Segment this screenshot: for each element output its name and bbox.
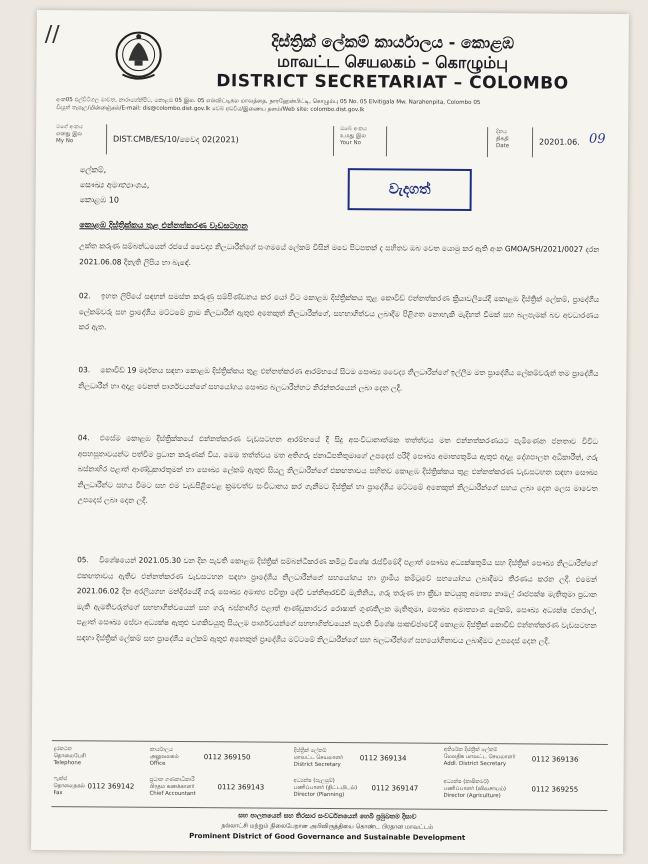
footer-phone: 0112 369134 xyxy=(359,754,407,763)
letter-page xyxy=(31,10,629,854)
recipient-line: ලේකම්, xyxy=(79,165,107,175)
date-label: දිනය திகதி Date xyxy=(495,129,510,150)
recipient-line: සෞඛ්‍ය අමාත්‍යාංශය, xyxy=(79,180,150,190)
paragraph-text: උක්ත කරුණ සම්බන්ධයෙන් රජයේ වෛද්‍ය නිලධාරීන්ගේ සංගමයේ ලේකම් විසින් මවෙ පිටපතක් ද සහිතව ඔබ වෙත යොමු කර ඇති අංක GMOA/SH/2021/0027 දරන 2021.06.08 දිනැති ලිපිය හා බැඳේ. xyxy=(79,241,600,267)
paragraph-text: කොවිඩ් 19 මර්දනය සඳහා කොළඹ දිස්ත්‍රික්කය තුළ එන්නත්කරණ ආරම්භයේ සිටම සෞඛ්‍ය වෛද්‍ය නිලධාරීන්ගේ ඉල්ලීම මත ප්‍රාදේශීය ලේකම්වරුන් තම ප්‍රාදේශීය නිලධාරීන් හා අදාළ වෙනත් පාර්ශවයන්ගේ සහයෝගය සෞඛ්‍ය බලධාරීන්හට නිරන්තරයෙන් ලබා දෙන ලදී. xyxy=(78,365,599,393)
paragraph-04 xyxy=(77,430,598,511)
my-no-label: මගේ අංකය எனது இல My No xyxy=(56,124,83,145)
title-sinhala: දිස්ත්‍රික් ලේකම් කාර්යාලය - කොළඹ xyxy=(271,31,515,53)
date-value: 20201.06. xyxy=(538,137,580,147)
footer-label: අතිරේක දිස්ත්‍රික් ලේකම් மேலதிக மாவட்ட செயலாளர் Addl. District Secretary xyxy=(443,746,516,768)
footer-phone: 0112 369143 xyxy=(217,783,265,792)
letterhead-title xyxy=(192,31,592,95)
footer-phone: 0112 369147 xyxy=(371,784,419,793)
your-no-label: ඔබේ අංකය உமது இல Your No xyxy=(339,126,367,147)
date-box xyxy=(532,127,615,158)
recipient-block xyxy=(80,162,150,207)
paragraph-03 xyxy=(78,362,598,397)
title-english: DISTRICT SECRETARIAT – COLOMBO xyxy=(216,71,569,94)
footer-phone: 0112 369255 xyxy=(531,785,579,794)
my-no-box xyxy=(106,124,334,156)
subject-heading: කොළඹ දිස්ත්‍රික්කය තුළ එන්නත්කරණ වැඩසටහන xyxy=(79,220,248,231)
slogan-sinhala: සහ පාලනයෙන් සහ තිරසාර සංවර්ධනයෙන් හෙබි ප්‍රමුඛතම දිසාව xyxy=(238,811,417,821)
footer-phone: 0112 369150 xyxy=(203,753,251,762)
footer-label: කාර්යාලය அலுவலகம் Office xyxy=(149,746,179,767)
footer-fax: 0112 369142 xyxy=(87,782,135,791)
footer-phone: 0112 369136 xyxy=(531,755,579,764)
sri-lanka-emblem-icon xyxy=(112,28,164,86)
footer-label: අධ්‍යක්ෂ (කෘෂිකර්ම) பணிப்பாளர் (விவசாயம்) Director (Agriculture) xyxy=(443,778,507,800)
my-no-value: DIST.CMB/ES/10/වෛද 02(2021) xyxy=(113,134,239,145)
paragraph-number: 03. xyxy=(78,365,91,375)
page-mark: // xyxy=(44,21,60,48)
contact-line: විද්‍යුත් තැපෑල/மின்னஞ்சல்/E-mail: dis@colombo.dist.gov.lk වෙබ් අඩවිය/இணைய தளம்/Web site: colombo.dist.gov.lk xyxy=(56,105,365,114)
paragraph-02 xyxy=(79,288,599,338)
footer-label: ෆැක්ස් தொலைநகல் Fax xyxy=(53,776,86,797)
paragraph-number: 04. xyxy=(77,433,90,443)
slogan-english: Prominent District of Good Governance and Sustainable Development xyxy=(189,832,466,842)
recipient-line: කොළඹ 10 xyxy=(79,195,119,205)
paragraph-number: 02. xyxy=(78,291,91,301)
title-tamil: மாவட்ட செயலகம் – கொழும்பு xyxy=(276,51,509,73)
paragraph-text: ඉහත ලිපියේ සඳහන් සමස්ත කරුණු සම්පිණ්ඩනය කර යෝ විට කොළඹ දිස්ත්‍රික්කය තුළ කොවිඩ් එන්නත්කරණ ක්‍රියාවලියේදී කොළඹ දිස්ත්‍රික් ලේකම්, ප්‍රාදේශීය ලේකම්වරු සහ ප්‍රාදේශීය මට්ටමේ ග්‍රාම නිලධාරීන් ඇතුළු අනෙකුත් නිලධාරීන්ගේ, සහභාගිත්වය ලබාදීම පිළිගත නොහැකි මැදිහත් වීමක් සහ බලපෑමක් බව අවධාරණය කර ඇත. xyxy=(78,291,599,332)
paragraph-05 xyxy=(77,552,598,649)
reference-row xyxy=(56,124,616,150)
footer-label: අධ්‍යක්ෂ (සැලසුම්) பணிப்பாளர் (திட்டமிடல்) Director (Planning) xyxy=(293,777,358,799)
paragraph-text: විශේෂයෙන් 2021.05.30 වන දින පැවති කොළඹ දිස්ත්‍රික් සම්බන්ධීකරණ කමිටු විශේෂ රැස්වීමේදී පළාත් සෞඛ්‍ය අධ්‍යක්ෂතුමිය සහ දිස්ත්‍රික් සෞඛ්‍ය නිලධාරීන්ගේ එකඟතාවය ඇතිව එන්නත්කරණ වැඩසටහන සඳහා ප්‍රාදේශීය නිලධාරීන්ගේ සහයෝගය හා ග්‍රාමීය කමිටුවේ සහයෝගය ලබාදීමට තීරණය කරන ලදී. එමෙන් 2021.06.02 දින අරලියගහ මන්දිරයේදී ගරු සෞඛ්‍ය අමාත්‍ය පවිත්‍රා දේවි වන්නිආරච්චි මැතිනිය, ගරු තරුණ හා ක්‍රීඩා කටයුතු අමාත්‍ය නාමල් රාජපක්ෂ මැතිතුමා ප්‍රධාන මැති ඇමතිවරුන්ගේ සහභාගිත්වයෙන් සහ ගරු බස්නාහිර පළාත් ආණ්ඩුකාරවර රොෂාන් ගුණතිලක මැතිතුමා, සෞඛ්‍ය අමාත්‍යාංශ ලේකම්, සෞඛ්‍ය අධ්‍යක්ෂ ජනරාල්, පළාත් සෞඛ්‍ය සේවා අධ්‍යක්ෂ ඇතුළු වගකිවයුතු සියලම පාර්ශවයන්ගේ සහභාගිත්වයෙන් පැවති විශේෂ සාකච්ඡාවේදී කොළඹ දිස්ත්‍රික් කොවිඩ් එන්නත්කරණ වැඩසටහන සඳහා දිස්ත්‍රික් ලේකම් සහ ප්‍රාදේශීය ලේකම් ඇතුළු අනෙකුත් ප්‍රාදේශීය මට්ටමේ නිලධාරීන්ගේ සහ බලධාරීන්ගේ සහයෝගිතාවය ලබාදීමට උපදෙස් දෙන ලදී. xyxy=(76,555,598,646)
footer-label: ප්‍රධාන ගණකාධිකාරී பிரதம கணக்காளர் Chief Accountant xyxy=(149,776,196,798)
your-no-box xyxy=(386,126,488,157)
date-handwritten: 09 xyxy=(588,131,606,147)
important-stamp: වැදගත් xyxy=(348,168,472,211)
footer-label: දිස්ත්‍රික් ලේකම් மாவட்ட செயலாளர் District Secretary xyxy=(293,747,344,769)
footer-divider xyxy=(52,740,608,745)
address-line: අංක05 එල්විටිගල මාවත, නාරාහේන්පිට, කොළඹ 05 இல. 05 எல்விட்டிகல மாவத்தை, நாரஹேன்பிட்டி, கொழும்பு 05 No. 05 Elvitigala Mw. Narahenpita, Colombo 05 xyxy=(56,97,481,107)
paragraph-text: එසේම කොළඹ දිස්ත්‍රික්කයේ එන්නත්කරණ වැඩසටහන ආරම්භයේ දී සිදු අසංවිධානාත්මක තත්ත්වය මත එන්නත්කරණයට පැමිණෙන ජනතාව විවිධ අපහසුතාවයන්ට පත්වීම ප්‍රධාන කරුණක් විය. මෙම තත්ත්වය මත අතිගරු ජනාධිපතිතුමාගේ උපදෙස් පරිදි සෞඛ්‍ය අමාත්‍යතුමිය ඇතුළු අදාළ දේශපාලන අධිකාරීත්, ගරු බස්නාහිර පළාත් ආණ්ඩුකාරතුමන් හා සෞඛ්‍ය ලේකම් ඇතුළු සියලු නිලධාරීන්ගේ එකඟතාවය සහිතව කොළඹ දිස්ත්‍රික්කය තුළ එන්නත්කරණ වැඩසටහන සඳහා සෞඛ්‍ය නිලධාරීන්ට සහය වීමට සහ එම වැඩපිළිවෙළ ක්‍රමවත්ව සංවිධානය කර ගැනීමට දිස්ත්‍රික් හා ප්‍රාදේශීය මට්ටමේ අනෙකුත් නිලධාරීන්ගේ සහය ලබා දෙන ලෙස මාවෙත උපදෙස් ලබා දෙන ලදී. xyxy=(77,433,598,505)
slogan-tamil: நல்லாட்சி மற்றும் நிலைபேறான அபிவிருத்தியை கொண்ட பிரதான மாவட்டம் xyxy=(221,822,434,831)
footer-label: දුරකථන தொலைபேசி Telephone xyxy=(53,746,86,767)
address-block xyxy=(56,96,616,116)
intro-paragraph xyxy=(79,238,599,273)
paragraph-number: 05. xyxy=(77,555,89,565)
